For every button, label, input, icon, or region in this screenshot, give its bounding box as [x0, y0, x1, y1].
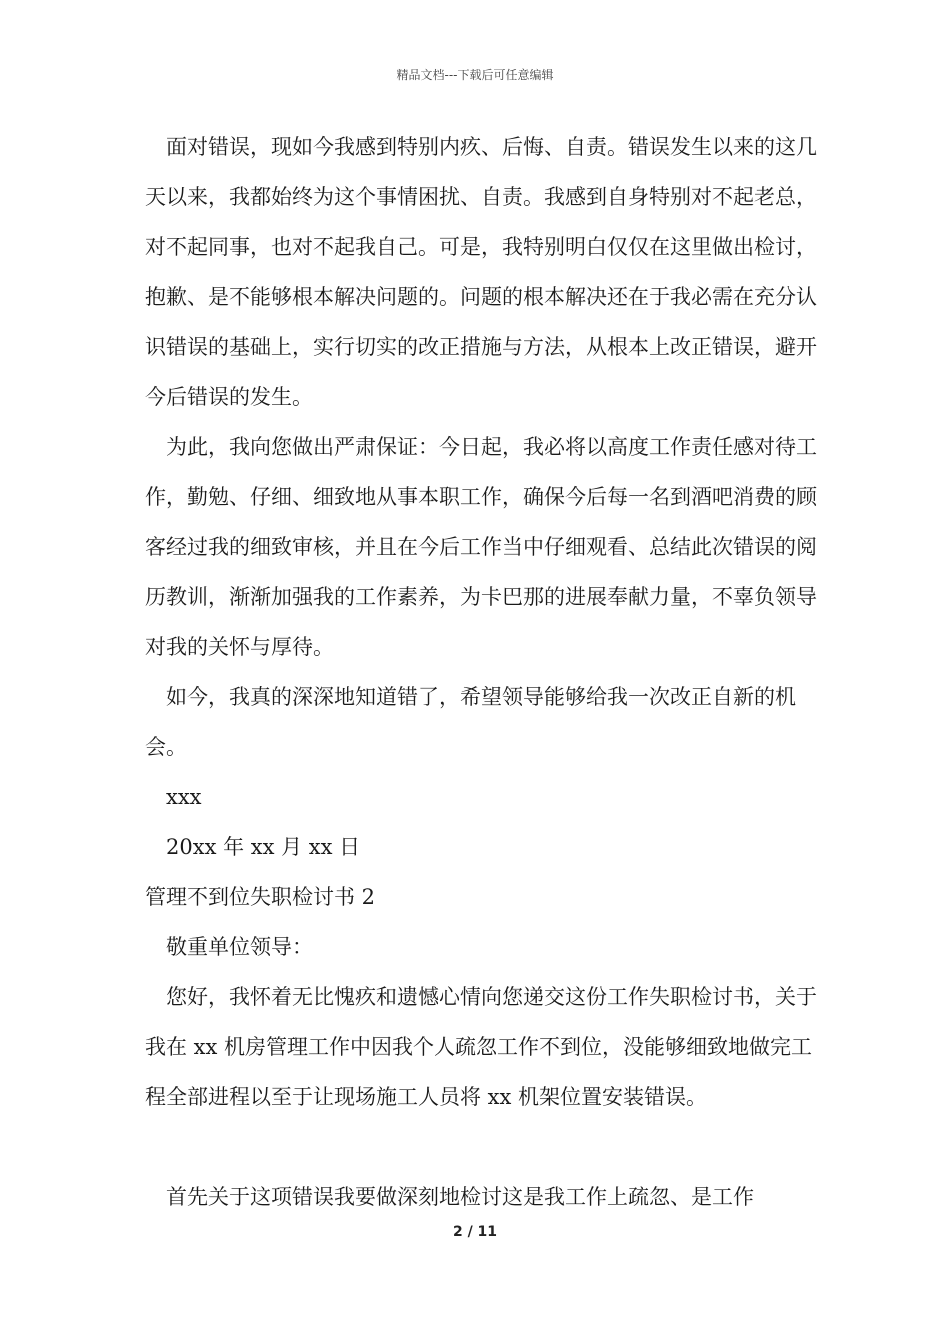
- section-title: 管理不到位失职检讨书 2: [145, 885, 376, 909]
- signature-date: 20xx 年 xx 月 xx 日: [166, 835, 361, 859]
- salutation: 敬重单位领导：: [166, 935, 313, 959]
- paragraph: 为此，我向您做出严肃保证：今日起，我必将以高度工作责任感对待工作，勤勉、仔细、细致地从事本职工作，确保今后每一名到酒吧消费的顾客经过我的细致审核，并且在今后工作当中仔细观看、总结此次错误的阅历教训，渐渐加强我的工作素养，为卡巴那的进展奉献力量，不辜负领导对我的关怀与厚待。: [145, 435, 817, 659]
- paragraph: 如今，我真的深深地知道错了，希望领导能够给我一次改正自新的机会。: [145, 685, 796, 759]
- page-number: 2 / 11: [452, 1224, 498, 1240]
- signature-name: xxx: [166, 785, 202, 809]
- document-body: [145, 122, 825, 1222]
- paragraph: 面对错误，现如今我感到特别内疚、后悔、自责。错误发生以来的这几天以来，我都始终为这个事情困扰、自责。我感到自身特别对不起老总，对不起同事，也对不起我自己。可是，我特别明白仅仅在这里做出检讨，抱歉、是不能够根本解决问题的。问题的根本解决还在于我必需在充分认识错误的基础上，实行切实的改正措施与方法，从根本上改正错误，避开今后错误的发生。: [145, 135, 817, 409]
- paragraph: 首先关于这项错误我要做深刻地检讨这是我工作上疏忽、是工作: [166, 1185, 754, 1209]
- page-header: 精品文档---下载后可任意编辑: [396, 68, 554, 82]
- paragraph: 您好，我怀着无比愧疚和遗憾心情向您递交这份工作失职检讨书，关于我在 xx 机房管理工作中因我个人疏忽工作不到位，没能够细致地做完工程全部进程以至于让现场施工人员将 xx 机架位置安装错误。: [145, 985, 817, 1109]
- blank-line: [145, 1122, 825, 1172]
